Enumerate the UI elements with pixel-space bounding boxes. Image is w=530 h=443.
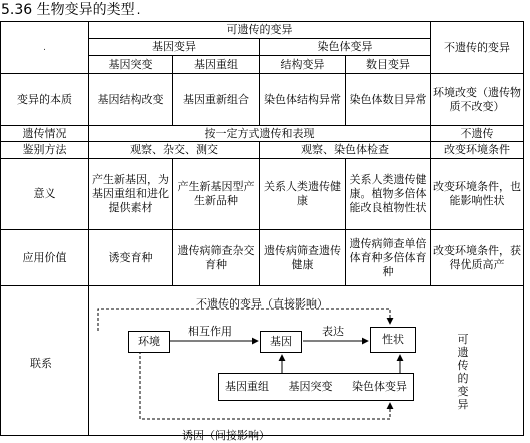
expression-label: 表达 bbox=[322, 325, 344, 338]
trait-box: 性状 bbox=[370, 327, 416, 353]
heredity-non-heritable: 不遗传 bbox=[431, 126, 524, 142]
essence-numerical: 染色体数目异常 bbox=[346, 74, 431, 126]
header-gene-mutation: 基因突变 bbox=[89, 56, 173, 74]
page-title bbox=[1, 0, 140, 20]
gene-box: 基因 bbox=[260, 331, 302, 353]
title-mark: . bbox=[136, 3, 141, 17]
significance-gene-recombination: 产生新基因型产生新品种 bbox=[173, 159, 260, 230]
row-identification bbox=[1, 142, 524, 159]
essence-gene-recombination: 基因重新组合 bbox=[173, 74, 260, 126]
application-numerical: 遗传病筛查单倍体育种多倍体育种 bbox=[346, 230, 431, 286]
identification-non-heritable: 改变环境条件 bbox=[431, 142, 524, 159]
label-heredity: 遗传情况 bbox=[1, 126, 89, 142]
identification-gene: 观察、杂交、测交 bbox=[89, 142, 260, 159]
row-heredity bbox=[1, 126, 524, 142]
application-gene-mutation: 诱变育种 bbox=[89, 230, 173, 286]
header-chromosome-group: 染色体变异 bbox=[260, 39, 431, 56]
relation-diagram bbox=[90, 291, 520, 441]
essence-gene-mutation: 基因结构改变 bbox=[89, 74, 173, 126]
application-structural: 遗传病筛查遗传健康 bbox=[260, 230, 346, 286]
application-gene-recombination: 遗传病筛查杂交育种 bbox=[173, 230, 260, 286]
corner-cell bbox=[1, 22, 89, 74]
corner-mark: . bbox=[43, 43, 46, 53]
header-numerical: 数目变异 bbox=[346, 56, 431, 74]
label-application: 应用价值 bbox=[1, 230, 89, 286]
non-heritable-label: 不遗传的变异（直接影响） bbox=[196, 297, 328, 310]
significance-non-heritable: 改变环境条件，也能影响性状 bbox=[431, 159, 524, 230]
row-essence bbox=[1, 74, 524, 126]
header-heritable: 可遗传的变异 bbox=[89, 22, 431, 39]
label-identification: 鉴别方法 bbox=[1, 142, 89, 159]
row-significance bbox=[1, 159, 524, 230]
gene-recombination-item: 基因重组 bbox=[225, 380, 269, 393]
heritable-side-label: 可遗传的变异 bbox=[457, 333, 469, 411]
label-essence: 变异的本质 bbox=[1, 74, 89, 126]
header-row-1 bbox=[1, 22, 524, 39]
row-application bbox=[1, 230, 524, 286]
header-gene-group: 基因变异 bbox=[89, 39, 260, 56]
label-relation: 联系 bbox=[30, 357, 52, 370]
significance-numerical: 关系人类遗传健康。植物多倍体能改良植物性状 bbox=[346, 159, 431, 230]
label-significance: 意义 bbox=[1, 159, 89, 230]
interaction-label: 相互作用 bbox=[188, 325, 232, 338]
non-heritable-arrow bbox=[98, 309, 390, 331]
gene-mutation-item: 基因突变 bbox=[288, 380, 333, 393]
title-text: 5.36 生物变异的类型 bbox=[1, 2, 135, 18]
significance-structural: 关系人类遗传健康 bbox=[260, 159, 346, 230]
header-gene-recombination: 基因重组 bbox=[173, 56, 260, 74]
indirect-influence-label: 诱因（间接影响） bbox=[182, 429, 270, 442]
application-non-heritable: 改变环境条件，获得优质高产 bbox=[431, 230, 524, 286]
heredity-heritable: 按一定方式遗传和表现 bbox=[89, 126, 431, 142]
environment-box: 环境 bbox=[128, 331, 170, 353]
essence-non-heritable: 环境改变（遗传物质不改变） bbox=[431, 74, 524, 126]
header-non-heritable: 不遗传的变异 bbox=[431, 22, 524, 74]
significance-gene-mutation: 产生新基因，为基因重组和进化提供素材 bbox=[89, 159, 173, 230]
heritable-variation-box bbox=[218, 373, 414, 401]
header-structural: 结构变异 bbox=[260, 56, 346, 74]
identification-chromosome: 观察、染色体检查 bbox=[260, 142, 431, 159]
essence-structural: 染色体结构异常 bbox=[260, 74, 346, 126]
chromosome-variation-item: 染色体变异 bbox=[352, 380, 407, 393]
